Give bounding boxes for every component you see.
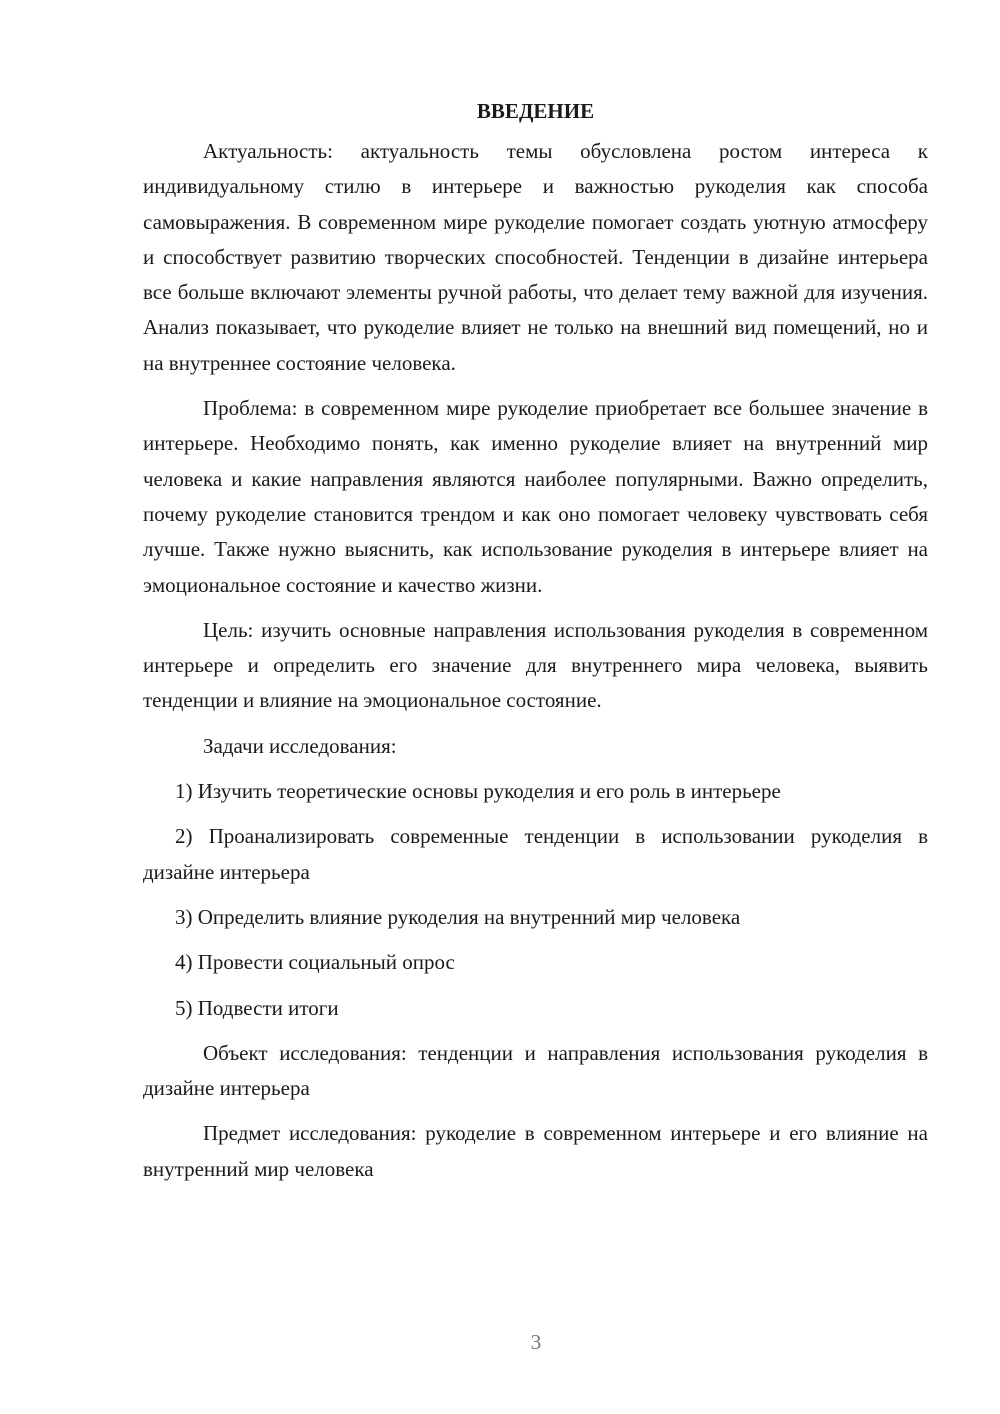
subject-paragraph: Предмет исследования: рукоделие в современном интерьере и его влияние на внутренний мир человека xyxy=(143,1121,928,1181)
page-number: 3 xyxy=(530,1330,542,1354)
document-page xyxy=(143,96,928,1197)
task-item: 2) Проанализировать современные тенденции в использовании рукоделия в дизайне интерьера xyxy=(143,824,928,884)
task-item: 1) Изучить теоретические основы рукоделия и его роль в интерьере xyxy=(175,779,781,804)
task-item: 3) Определить влияние рукоделия на внутренний мир человека xyxy=(175,904,741,929)
problem-paragraph: Проблема: в современном мире рукоделие приобретает все большее значение в интерьере. Необходимо понять, как именно рукоделие влияет на внутренний мир человека и какие направления являются наиболее популярными. Важно определить, почему рукоделие становится трендом и как оно помогает человеку чувствовать себя лучше. Также нужно выяснить, как использование рукоделия в интерьере влияет на эмоциональное состояние и качество жизни. xyxy=(143,396,928,597)
tasks-heading: Задачи исследования: xyxy=(203,733,397,758)
goal-paragraph: Цель: изучить основные направления использования рукоделия в современном интерьере и определить его значение для внутреннего мира человека, выявить тенденции и влияние на эмоциональное состояние. xyxy=(143,617,928,713)
section-heading: ВВЕДЕНИЕ xyxy=(476,99,595,123)
relevance-paragraph: Актуальность: актуальность темы обусловлена ростом интереса к индивидуальному стилю в интерьере и важностью рукоделия как способа самовыражения. В современном мире рукоделие помогает создать уютную атмосферу и способствует развитию творческих способностей. Тенденции в дизайне интерьера все больше включают элементы ручной работы, что делает тему важной для изучения. Анализ показывает, что рукоделие влияет не только на внешний вид помещений, но и на внутреннее состояние человека. xyxy=(143,139,928,375)
task-item: 4) Провести социальный опрос xyxy=(175,950,455,975)
object-paragraph: Объект исследования: тенденции и направления использования рукоделия в дизайне интерьера xyxy=(143,1040,928,1101)
task-item: 5) Подвести итоги xyxy=(175,995,339,1020)
